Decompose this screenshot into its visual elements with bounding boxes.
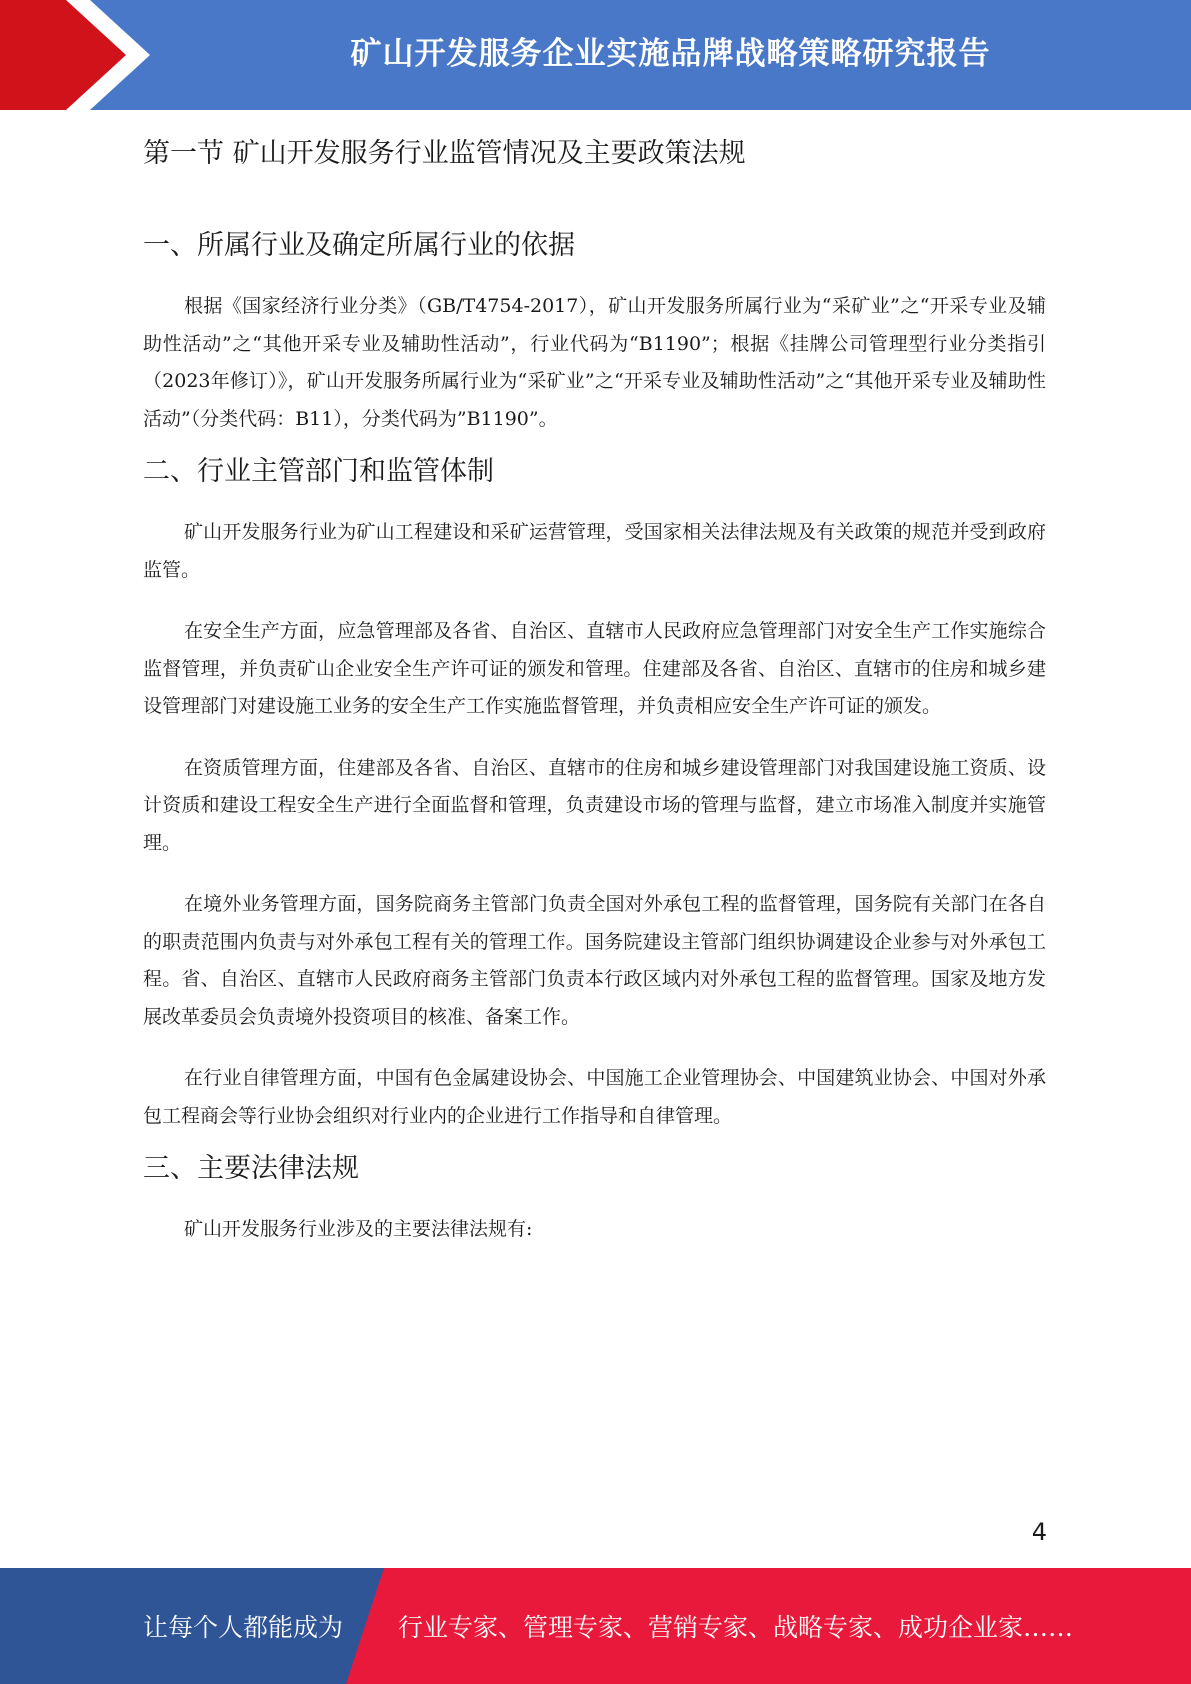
subsection-heading: 三、主要法律法规 [143, 1153, 359, 1184]
subsection-heading: 一、所属行业及确定所属行业的依据 [143, 230, 575, 261]
footer-slogan-right: 行业专家、管理专家、营销专家、战略专家、成功企业家…… [398, 1613, 1074, 1642]
paragraph: 矿山开发服务行业涉及的主要法律法规有: [184, 1218, 533, 1240]
header-banner [0, 0, 1191, 110]
section-title: 第一节 矿山开发服务行业监管情况及主要政策法规 [143, 138, 746, 169]
header-arrow-decoration [0, 0, 160, 110]
page-content [143, 118, 1046, 1249]
report-title: 矿山开发服务企业实施品牌战略策略研究报告 [350, 35, 991, 72]
paragraph: 矿山开发服务行业为矿山工程建设和采矿运营管理，受国家相关法律法规及有关政策的规范并受到政府监管。 [143, 521, 1046, 581]
paragraph: 在境外业务管理方面，国务院商务主管部门负责全国对外承包工程的监督管理，国务院有关部门在各自的职责范围内负责与对外承包工程有关的管理工作。国务院建设主管部门组织协调建设企业参与对外承包工程。省、自治区、直辖市人民政府商务主管部门负责本行政区域内对外承包工程的监督管理。国家及地方发展改革委员会负责境外投资项目的核准、备案工作。 [143, 893, 1046, 1028]
footer-slogan-left: 让每个人都能成为 [143, 1613, 344, 1642]
paragraph: 在资质管理方面，住建部及各省、自治区、直辖市的住房和城乡建设管理部门对我国建设施工资质、设计资质和建设工程安全生产进行全面监督和管理，负责建设市场的管理与监督，建立市场准入制度并实施管理。 [143, 756, 1046, 854]
paragraph: 根据《国家经济行业分类》（GB/T4754-2017），矿山开发服务所属行业为“采矿业”之“开采专业及辅助性活动”之“其他开采专业及辅助性活动”，行业代码为“B1190”；根据《挂牌公司管理型行业分类指引（2023年修订）》，矿山开发服务所属行业为“采矿业”之“开采专业及辅助性活动”之“其他开采专业及辅助性活动”（分类代码：B11），分类代码为”B1190”。 [143, 295, 1046, 430]
paragraph: 在安全生产方面，应急管理部及各省、自治区、直辖市人民政府应急管理部门对安全生产工作实施综合监督管理，并负责矿山企业安全生产许可证的颁发和管理。住建部及各省、自治区、直辖市的住房和城乡建设管理部门对建设施工业务的安全生产工作实施监督管理，并负责相应安全生产许可证的颁发。 [143, 620, 1046, 717]
paragraph: 在行业自律管理方面，中国有色金属建设协会、中国施工企业管理协会、中国建筑业协会、中国对外承包工程商会等行业协会组织对行业内的企业进行工作指导和自律管理。 [143, 1067, 1046, 1127]
page-number: 4 [1031, 1518, 1047, 1546]
footer-banner [0, 1568, 1191, 1684]
subsection-heading: 二、行业主管部门和监管体制 [143, 456, 494, 487]
